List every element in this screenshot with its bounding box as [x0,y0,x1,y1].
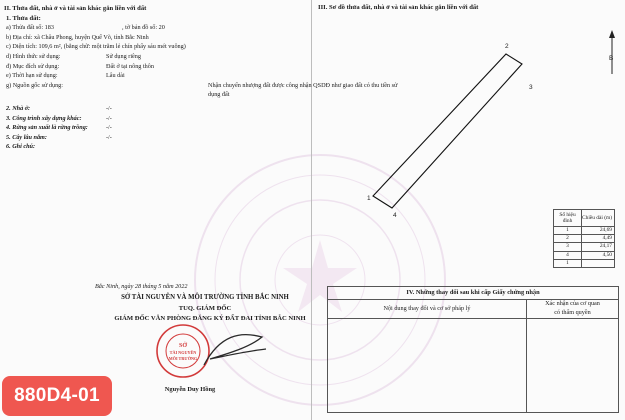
signer-title: GIÁM ĐỐC VĂN PHÒNG ĐĂNG KÝ ĐẤT ĐAI TỈNH BẮC NINH [114,315,306,322]
vertex-label: 1 [367,195,371,202]
vertex-label: 4 [393,212,397,219]
other-row: 2. Nhà ở: -/- [6,104,112,112]
table-header: Số hiệu đỉnh [554,210,582,227]
north-arrow-head [609,30,615,38]
other-row: 4. Rừng sản xuất là rừng trồng: -/- [6,124,112,132]
land-origin-row: g) Nguồn gốc sử dụng: Nhận chuyển nhượng đất được công nhận QSDĐ như giao đất có thu tiền sử dụng đất [6,81,398,99]
issuing-org: SỞ TÀI NGUYÊN VÀ MÔI TRƯỜNG TỈNH BẮC NINH [121,294,289,301]
land-row: d) Hình thức sử dụng: Sử dụng riêng [6,52,141,60]
document-code-badge: 880D4-01 [2,376,112,416]
table-row: 4 4,50 [554,251,615,259]
stamp-text: TÀI NGUYÊN [169,350,197,355]
edge-length-table [553,209,615,268]
column-divider [526,318,527,412]
other-row: 5. Cây lâu năm: -/- [6,133,112,141]
land-row: đ) Mục đích sử dụng: Đất ở tại nông thôn [6,62,154,70]
authority-line: TUQ. GIÁM ĐỐC [178,305,232,312]
signer-name: Nguyễn Duy Hồng [164,386,216,393]
stamp-text: MÔI TRƯỜNG [168,356,198,361]
vertex-label: 2 [505,43,509,50]
table-row: 1 [554,259,615,267]
land-row: b) Địa chỉ: xã Châu Phong, huyện Quế Võ, tỉnh Bắc Ninh [6,33,149,41]
land-row: e) Thời hạn sử dụng: Lâu dài [6,72,125,80]
land-row: a) Thửa đất số: 183 , tờ bản đồ số: 20 [6,24,165,32]
other-row: 3. Công trình xây dựng khác: -/- [6,114,112,122]
parcel-outline [373,54,522,208]
stamp-text: SỞ [178,343,188,349]
section-land-info [4,4,398,152]
changes-table [327,286,619,413]
section-ii-title: II. Thửa đất, nhà ở và tài sản khác gắn liền với đất [4,5,147,12]
table-header: Chiều dài (m) [582,210,615,227]
land-row: c) Diện tích: 109,6 m², (bằng chữ: một trăm lẻ chín phẩy sáu mét vuông) [6,43,186,51]
changes-col-confirm: Xác nhận của cơ quan có thẩm quyền [527,300,618,319]
vertex-label: 3 [529,84,533,91]
section-iii-title: III. Sơ đồ thửa đất, nhà ở và tài sản khác gắn liền với đất [318,4,479,11]
section-iv-title: IV. Những thay đổi sau khi cấp Giấy chứng nhận [328,287,618,300]
table-row: 3 24,17 [554,243,615,251]
place-date: Bắc Ninh, ngày 28 tháng 5 năm 2022 [95,283,188,290]
table-row: 2 4,49 [554,235,615,243]
handwritten-signature [200,325,270,375]
table-row: 1 24,69 [554,227,615,235]
north-label: B [609,55,614,62]
other-row: 6. Ghi chú: [6,143,36,151]
land-heading: 1. Thửa đất: [6,14,41,22]
changes-col-content: Nội dung thay đổi và cơ sở pháp lý [328,300,527,319]
